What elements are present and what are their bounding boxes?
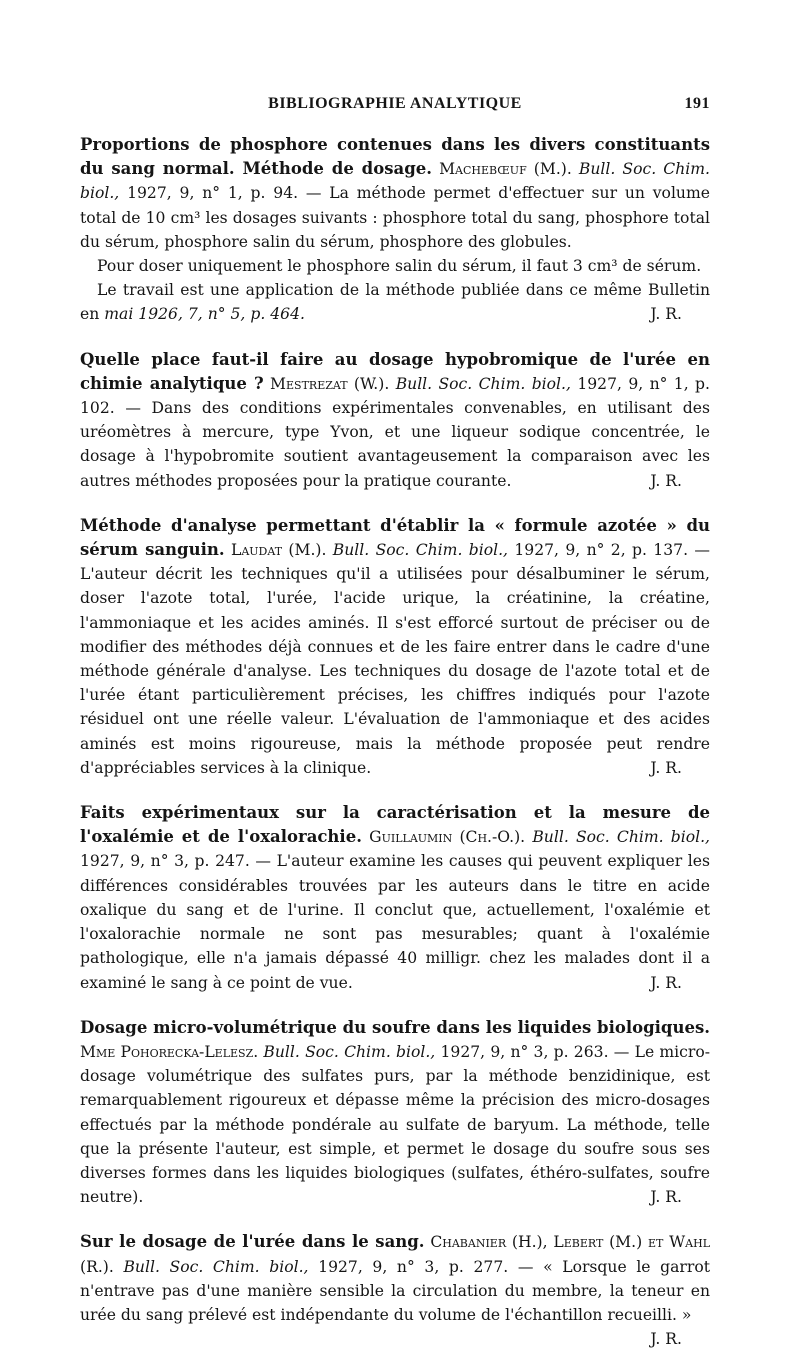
entry-journal: Bull. Soc. Chim. biol., [123, 1257, 309, 1276]
entry-citation: 1927, 9, n° 3, p. 277. [318, 1257, 509, 1276]
running-title: BIBLIOGRAPHIE ANALYTIQUE [268, 95, 522, 112]
abstract-entry-4 [80, 801, 710, 995]
entry-text: — Le micro-dosage volumétrique des sulfates purs, par la méthode benzidinique, est remarquablement rigoureux et dépasse même la précision des micro-dosages effectués par la méthode pondérale au sulfate de baryum. La méthode, telle que la présente l'auteur, est simple, et permet le dosage du soufre sous ses diverses formes dans les liquides biologiques (sulfates, éthéro-sulfates, soufre neutre). [80, 1042, 711, 1207]
entry-authors: Machebœuf (M.). [439, 160, 572, 179]
entry-authors: Mestrezat (W.). [270, 374, 390, 393]
entry-journal: Bull. Soc. Chim. biol., [332, 541, 509, 560]
page [80, 95, 710, 1351]
entry-authors: Chabanier (H.), Lebert (M.) et Wahl (R.). [80, 1233, 710, 1276]
entry-journal: Bull. Soc. Chim. biol., [395, 374, 571, 393]
abstract-entry-5 [80, 1016, 710, 1210]
entry-signature: J. R. [650, 305, 682, 324]
entry-citation: 1927, 9, n° 1, p. 102. [80, 374, 710, 418]
entry-journal: Bull. Soc. Chim. biol., [80, 160, 710, 203]
entry-signature: J. R. [650, 1188, 682, 1207]
page-number: 191 [684, 95, 710, 112]
entry-text: — La méthode permet d'effectuer sur un volume total de 10 cm³ les dosages suivants : phosphore total du sang, phosphore total du sérum, phosphore salin du sérum, phosphore des globules. [80, 184, 710, 251]
entry-signature: J. R. [650, 758, 682, 777]
entry-authors: Laudat (M.). [230, 541, 327, 560]
entry-text: — « Lorsque le garrot n'entrave pas d'une manière sensible la circulation du membre, la teneur en urée du sang prélevé est indépendante du volume de l'échantillon recueilli. » [80, 1257, 711, 1324]
entry-citation: 1927, 9, n° 2, p. 137. [514, 541, 689, 560]
entry-title: Sur le dosage de l'urée dans le sang. [80, 1232, 425, 1252]
abstract-entry-6 [80, 1230, 711, 1349]
entry-signature: J. R. [650, 471, 682, 490]
entry-text: — Dans des conditions expérimentales convenables, en utilisant des uréomètres à mercure, type Yvon, et une liqueur sodique concentrée, le dosage à l'hypobromite soutient avantageusement la comparaison avec les autres méthodes proposées pour la pratique courante. [80, 399, 710, 490]
entry-title: Méthode d'analyse permettant d'établir la « formule azotée » du sérum sanguin. [80, 515, 710, 560]
entry-text-2: Pour doser uniquement le phosphore salin du sérum, il faut 3 cm³ de sérum. [97, 257, 702, 276]
entry-authors: Mme Pohorecka-Lelesz. [80, 1042, 259, 1061]
entry-authors: Guillaumin (Ch.-O.). [369, 828, 526, 847]
entry-citation: 1927, 9, n° 1, p. 94. [127, 184, 299, 203]
entry-citation: 1927, 9, n° 3, p. 263. [440, 1042, 609, 1061]
entry-title: Faits expérimentaux sur la caractérisation et la mesure de l'oxalémie et de l'oxalorachie. [80, 803, 710, 847]
abstract-entry-1 [80, 133, 710, 327]
abstract-entry-3 [80, 514, 710, 780]
entry-signature: J. R. [650, 973, 682, 992]
entry-journal: Bull. Soc. Chim. biol., [263, 1042, 436, 1061]
entry-text: — L'auteur examine les causes qui peuvent expliquer les différences considérables trouvées par les auteurs dans le titre en acide oxalique du sang et de l'urine. Il conclut que, actuellement, l'oxalémie et l'oxalorachie normale ne sont pas mesurables; quant à l'oxalémie pathologique, elle n'a jamais dépassé 40 milligr. chez les malades dont il a examiné le sang à ce point de vue. [80, 852, 710, 992]
abstract-entry-2 [80, 348, 710, 493]
running-header [80, 95, 710, 117]
entry-text: — L'auteur décrit les techniques qu'il a utilisées pour désalbuminer le sérum, doser l'azote total, l'urée, l'acide urique, la créatinine, la créatine, l'ammoniaque et les acides aminés. Il s'est efforcé surtout de préciser ou de modifier des méthodes déjà connues et de les faire entrer dans le cadre d'une méthode générale d'analyse. Les techniques du dosage de l'azote total et de l'urée étant particulièrement précises, les chiffres indiqués pour l'azote résiduel ont une réelle valeur. L'évaluation de l'ammoniaque et des acides aminés est moins rigoureuse, mais la méthode proposée peut rendre d'appréciables services à la clinique. [80, 541, 710, 777]
entry-title: Dosage micro-volumétrique du soufre dans les liquides biologiques. [80, 1017, 710, 1037]
entry-title: Quelle place faut-il faire au dosage hypobromique de l'urée en chimie analytique ? [80, 349, 710, 393]
entry-journal: Bull. Soc. Chim. biol., [532, 828, 711, 847]
entry-text-3: Le travail est une application de la méthode publiée dans ce même Bulletin en [80, 281, 710, 324]
entry-text-3-reference: mai 1926, 7, n° 5, p. 464. [104, 305, 305, 324]
entry-title: Proportions de phosphore contenues dans les divers constituants du sang normal. Méthode de dosage. [80, 135, 710, 179]
entry-signature: J. R. [650, 1330, 682, 1349]
entry-citation: 1927, 9, n° 3, p. 247. [80, 852, 250, 871]
